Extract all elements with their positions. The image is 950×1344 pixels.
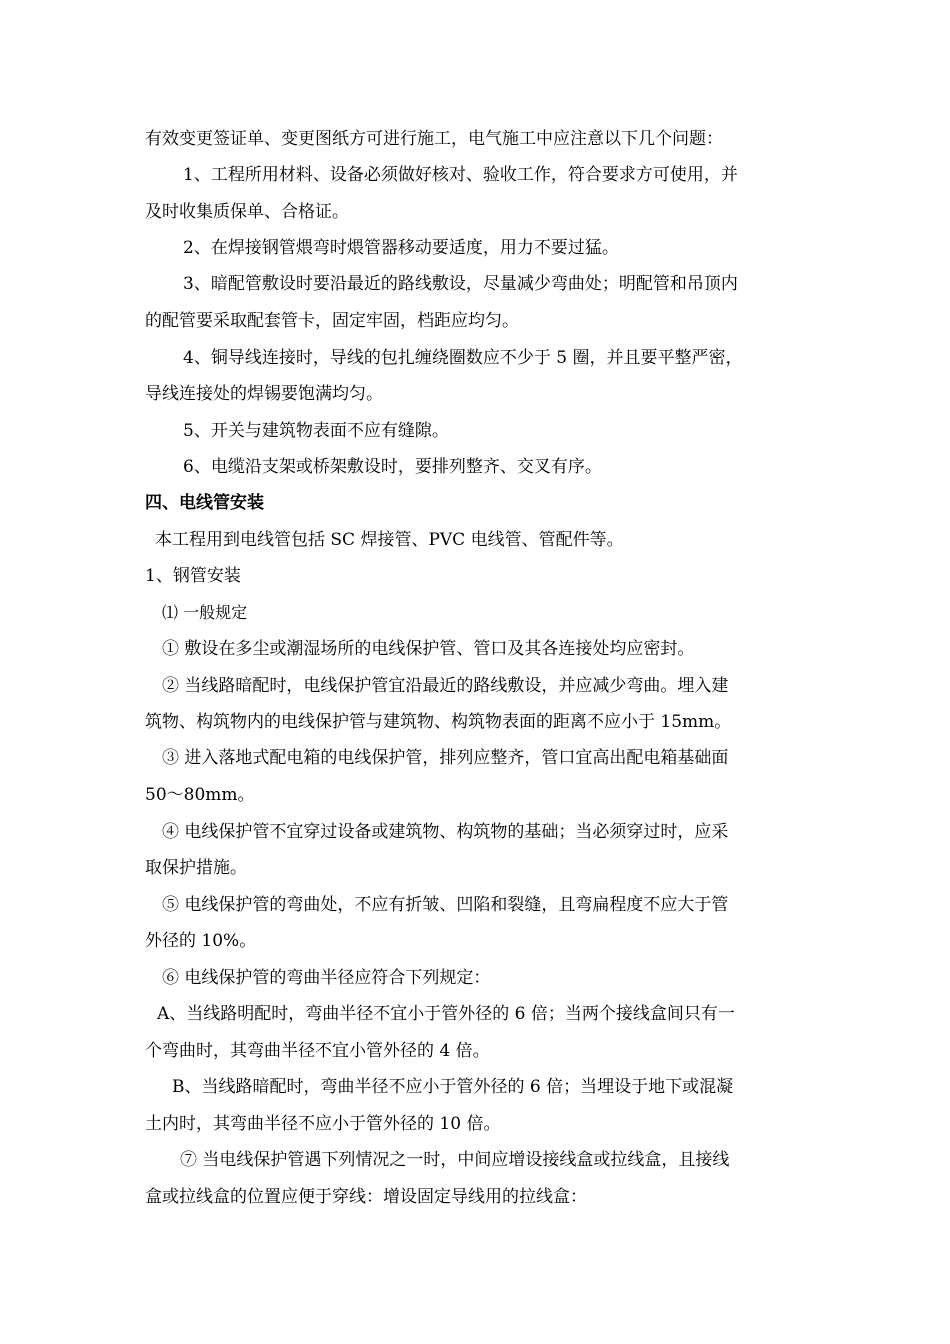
text-line: 盒或拉线盒的位置应便于穿线：增设固定导线用的拉线盒：: [145, 1187, 587, 1207]
text-line: 外径的 10%。: [145, 931, 257, 951]
text-line: 土内时，其弯曲半径不应小于管外径的 10 倍。: [145, 1114, 501, 1134]
list-item-3: 3、暗配管敷设时要沿最近的路线敷设，尽量减少弯曲处；明配管和吊顶内: [183, 274, 738, 294]
intro-paragraph: 本工程用到电线管包括 SC 焊接管、PVC 电线管、管配件等。: [155, 530, 624, 550]
text-line: 取保护措施。: [145, 858, 247, 878]
clause-item-3: ③ 进入落地式配电箱的电线保护管，排列应整齐，管口宜高出配电箱基础面: [162, 748, 729, 768]
rule-a: A、当线路明配时，弯曲半径不宜小于管外径的 6 倍；当两个接线盒间只有一: [157, 1004, 735, 1024]
text-line: 50～80mm。: [145, 785, 255, 805]
clause-item-5: ⑤ 电线保护管的弯曲处，不应有折皱、凹陷和裂缝，且弯扁程度不应大于管: [162, 895, 729, 915]
text-line: 个弯曲时，其弯曲半径不宜小管外径的 4 倍。: [145, 1041, 490, 1061]
text-line: 及时收集质保单、合格证。: [145, 202, 349, 222]
clause-heading: ⑴ 一般规定: [162, 603, 248, 622]
list-item-6: 6、电缆沿支架或桥架敷设时，要排列整齐、交叉有序。: [183, 457, 602, 477]
clause-item-2: ② 当线路暗配时，电线保护管宜沿最近的路线敷设，并应减少弯曲。埋入建: [162, 676, 729, 696]
list-item-1: 1、工程所用材料、设备必须做好核对、验收工作，符合要求方可使用，并: [183, 165, 738, 185]
list-item-4: 4、铜导线连接时，导线的包扎缠绕圈数应不少于 5 圈，并且要平整严密，: [183, 348, 743, 368]
clause-item-6: ⑥ 电线保护管的弯曲半径应符合下列规定：: [162, 968, 491, 988]
text-line: 的配管要采取配套管卡，固定牢固，档距应均匀。: [145, 311, 519, 331]
text-line: 有效变更签证单、变更图纸方可进行施工，电气施工中应注意以下几个问题：: [145, 129, 723, 149]
text-line: 筑物、构筑物内的电线保护管与建筑物、构筑物表面的距离不应小于 15mm。: [145, 712, 732, 732]
rule-b: B、当线路暗配时，弯曲半径不应小于管外径的 6 倍；当埋设于地下或混凝: [172, 1077, 734, 1097]
section-heading: 四、电线管安装: [145, 493, 264, 513]
clause-item-1: ① 敷设在多尘或潮湿场所的电线保护管、管口及其各连接处均应密封。: [162, 639, 695, 659]
text-line: 导线连接处的焊锡要饱满均匀。: [145, 384, 383, 404]
clause-item-7: ⑦ 当电线保护管遇下列情况之一时，中间应增设接线盒或拉线盒，且接线: [180, 1150, 730, 1170]
list-item-2: 2、在焊接钢管煨弯时煨管器移动要适度，用力不要过猛。: [183, 238, 619, 258]
subsection-heading: 1、钢管安装: [145, 566, 241, 586]
clause-item-4: ④ 电线保护管不宜穿过设备或建筑物、构筑物的基础；当必须穿过时，应采: [162, 822, 729, 842]
list-item-5: 5、开关与建筑物表面不应有缝隙。: [183, 421, 449, 441]
